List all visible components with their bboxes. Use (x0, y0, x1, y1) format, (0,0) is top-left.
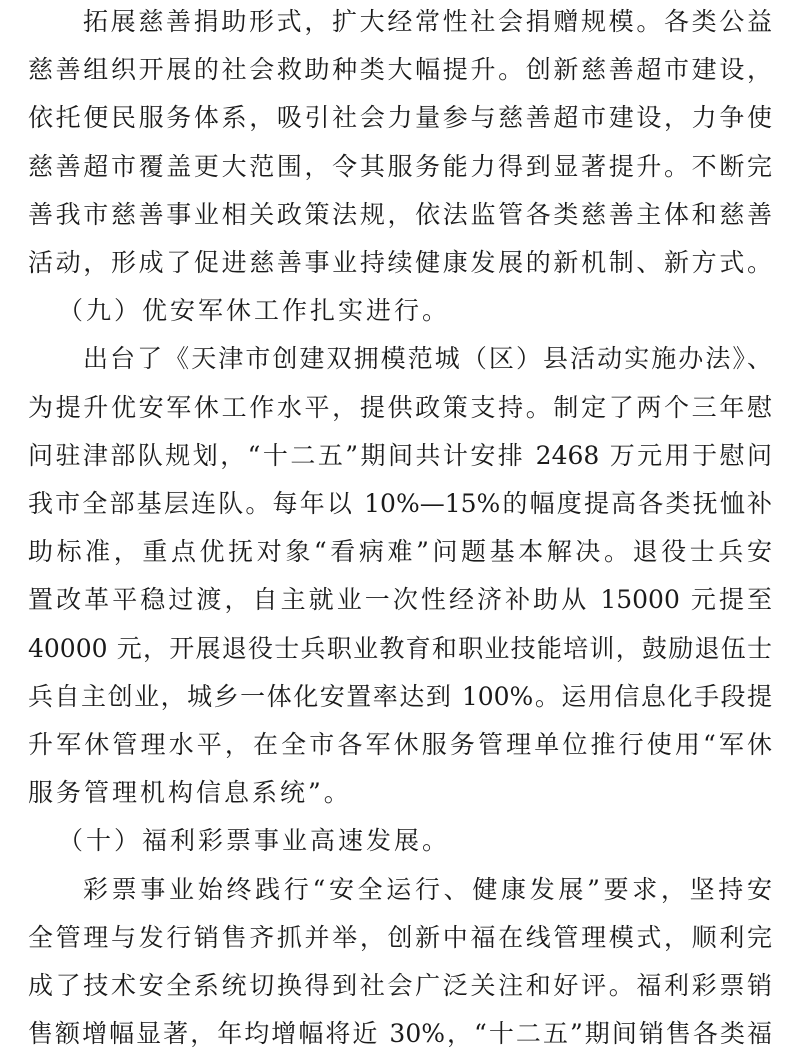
text-line: 兵自主创业，城乡一体化安置率达到 100%。运用信息化手段提 (28, 681, 772, 711)
text-line: 慈善超市覆盖更大范围，令其服务能力得到显著提升。不断完 (28, 151, 772, 181)
section-heading: （十）福利彩票事业高速发展。 (58, 826, 451, 856)
text-line: 活动，形成了促进慈善事业持续健康发展的新机制、新方式。 (28, 248, 772, 277)
section-heading: （九）优安军休工作扎实进行。 (58, 296, 451, 326)
text-line: 拓展慈善捐助形式，扩大经常性社会捐赠规模。各类公益 (83, 7, 772, 36)
text-line: 升军休管理水平，在全市各军休服务管理单位推行使用“军休 (28, 730, 772, 759)
text-line: 善我市慈善事业相关政策法规，依法监管各类慈善主体和慈善 (28, 199, 772, 229)
text-line: 置改革平稳过渡，自主就业一次性经济补助从 15000 元提至 (28, 585, 772, 615)
text-line: 为提升优安军休工作水平，提供政策支持。制定了两个三年慰 (28, 392, 772, 422)
text-line: 成了技术安全系统切换得到社会广泛关注和好评。福利彩票销 (28, 971, 772, 1000)
text-line: 出台了《天津市创建双拥模范城（区）县活动实施办法》、 (83, 344, 772, 374)
text-line: 问驻津部队规划，“十二五”期间共计安排 2468 万元用于慰问 (28, 440, 772, 470)
text-line: 依托便民服务体系，吸引社会力量参与慈善超市建设，力争使 (28, 103, 772, 133)
text-line: 售额增幅显著，年均增幅将近 30%，“十二五”期间销售各类福 (28, 1019, 772, 1049)
text-line: 慈善组织开展的社会救助种类大幅提升。创新慈善超市建设， (28, 55, 772, 85)
text-line: 彩票事业始终践行“安全运行、健康发展”要求，坚持安 (83, 874, 772, 904)
text-line: 我市全部基层连队。每年以 10%—15%的幅度提高各类抚恤补 (28, 489, 772, 518)
text-line: 服务管理机构信息系统”。 (28, 778, 352, 808)
text-line: 全管理与发行销售齐抓并举，创新中福在线管理模式，顺利完 (28, 922, 772, 952)
text-line: 40000 元，开展退役士兵职业教育和职业技能培训，鼓励退伍士 (28, 633, 772, 663)
text-line: 助标准，重点优抚对象“看病难”问题基本解决。退役士兵安 (28, 537, 772, 567)
